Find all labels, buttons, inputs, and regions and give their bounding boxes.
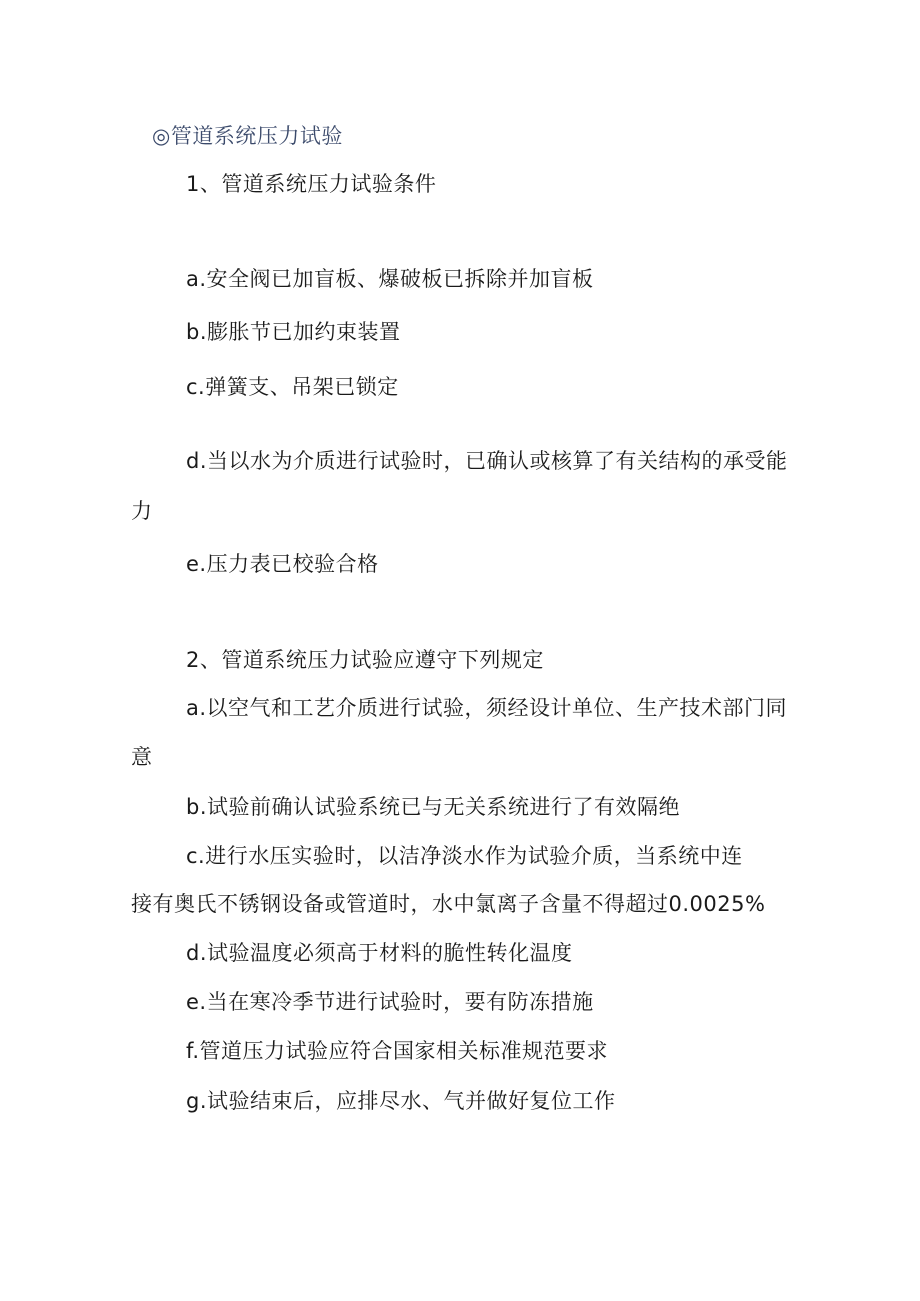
section-2-item-a: a.以空气和工艺介质进行试验，须经设计单位、生产技术部门同 xyxy=(186,696,788,720)
section-1-title: 1、管道系统压力试验条件 xyxy=(186,172,437,196)
section-2-item-g: g.试验结束后，应排尽水、气并做好复位工作 xyxy=(186,1089,616,1113)
section-2-title: 2、管道系统压力试验应遵守下列规定 xyxy=(186,648,544,672)
section-1-item-e: e.压力表已校验合格 xyxy=(186,552,379,576)
section-1-item-c: c.弹簧支、吊架已锁定 xyxy=(186,375,399,399)
section-1-item-d: d.当以水为介质进行试验时，已确认或核算了有关结构的承受能 xyxy=(186,449,788,473)
document-heading: ◎管道系统压力试验 xyxy=(152,124,343,148)
section-2-item-b: b.试验前确认试验系统已与无关系统进行了有效隔绝 xyxy=(186,795,681,819)
section-1-item-b: b.膨胀节已加约束装置 xyxy=(186,320,401,344)
section-2-item-a-continued: 意 xyxy=(131,745,153,769)
section-1-item-a: a.安全阀已加盲板、爆破板已拆除并加盲板 xyxy=(186,267,594,291)
section-1-item-d-continued: 力 xyxy=(131,499,153,523)
section-2-item-c: c.进行水压实验时，以洁净淡水作为试验介质，当系统中连 xyxy=(186,844,743,868)
section-2-item-f: f.管道压力试验应符合国家相关标准规范要求 xyxy=(186,1039,609,1063)
section-2-item-d: d.试验温度必须高于材料的脆性转化温度 xyxy=(186,941,573,965)
section-2-item-c-continued: 接有奥氏不锈钢设备或管道时，水中氯离子含量不得超过0.0025% xyxy=(131,892,766,916)
section-2-item-e: e.当在寒冷季节进行试验时，要有防冻措施 xyxy=(186,990,594,1014)
